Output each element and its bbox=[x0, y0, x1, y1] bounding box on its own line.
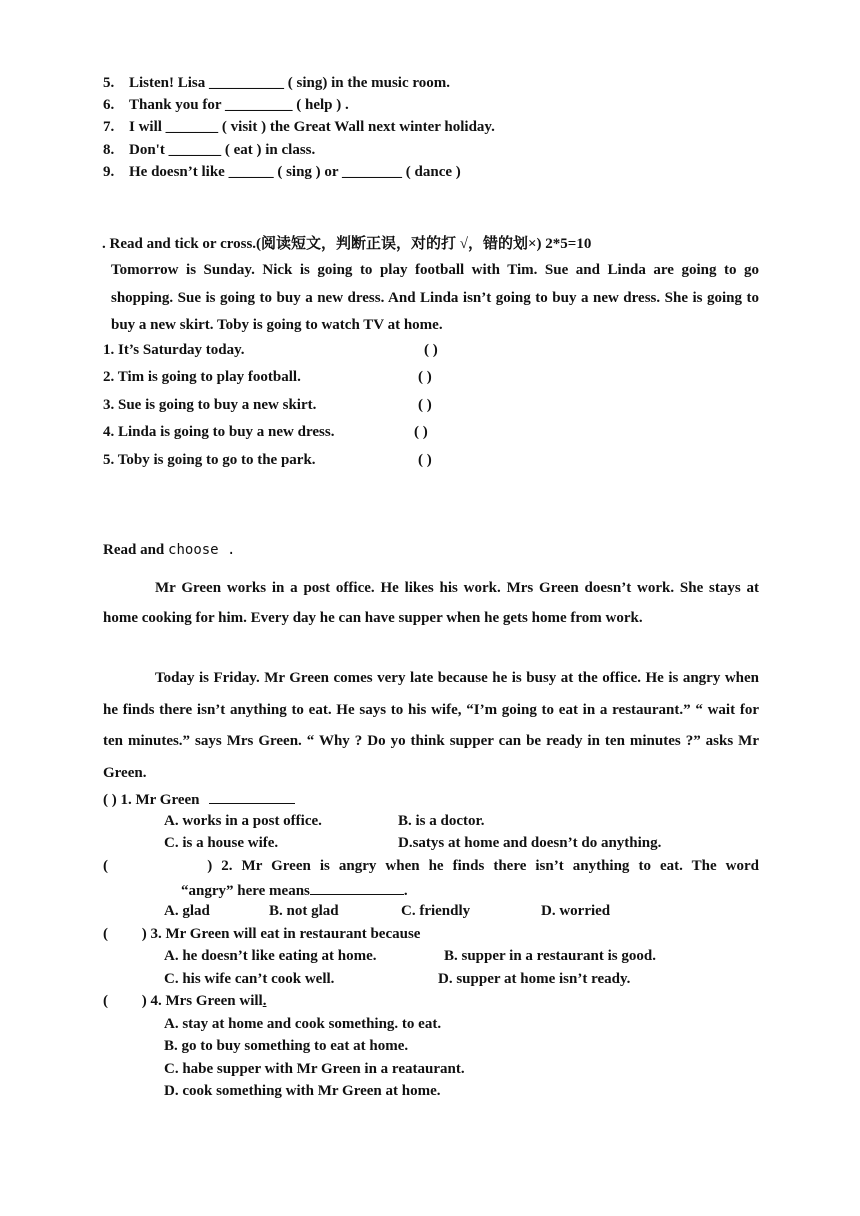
fill-in-line: He doesn’t like ______ ( sing ) or ________ ( dance ) bbox=[129, 164, 461, 180]
answer-bracket[interactable]: ( ) bbox=[414, 424, 428, 440]
option-d[interactable]: D.satys at home and doesn’t do anything. bbox=[398, 835, 662, 851]
option-b[interactable]: B. is a doctor. bbox=[398, 813, 485, 829]
option-b[interactable]: B. go to buy something to eat at home. bbox=[164, 1038, 409, 1054]
answer-blank bbox=[310, 880, 404, 895]
question-prompt-cont bbox=[181, 880, 408, 900]
passage-paragraph-1: Mr Green works in a post office. He likes his work. Mrs Green doesn’t work. She stays at home cooking for him. Every day he can have supper when he gets home from work. bbox=[103, 580, 759, 626]
answer-bracket[interactable]: ( ) bbox=[418, 397, 432, 413]
answer-blank bbox=[209, 789, 295, 804]
statement-text: 4. Linda is going to buy a new dress. bbox=[103, 424, 335, 440]
option-b[interactable]: B. not glad bbox=[269, 903, 339, 919]
option-a[interactable]: A. he doesn’t like eating at home. bbox=[164, 948, 377, 964]
answer-bracket[interactable]: ( ) bbox=[418, 452, 432, 468]
section-heading bbox=[103, 542, 235, 559]
option-a[interactable]: A. works in a post office. bbox=[164, 813, 322, 829]
question-text: ( ) 1. Mr Green bbox=[103, 792, 200, 808]
heading-bold-part: Read and bbox=[103, 542, 165, 558]
section-heading: . Read and tick or cross.(阅读短文，判断正误，对的打 √，错的划×) 2*5=10 bbox=[102, 236, 592, 252]
passage-paragraph-2: Today is Friday. Mr Green comes very late because he is busy at the office. He is angry when he finds there isn’t anything to eat. He says to his wife, “I’m going to eat in a restaurant.” “ wait for ten minutes.” says Mrs Green. “ Why ? Do yo think supper can be ready in ten minutes ?” asks Mr Green. bbox=[103, 670, 759, 781]
question-text: ( ) 4. Mrs Green will bbox=[103, 993, 263, 1009]
option-a[interactable]: A. stay at home and cook something. to eat. bbox=[164, 1016, 442, 1032]
option-a[interactable]: A. glad bbox=[164, 903, 210, 919]
question-prompt bbox=[103, 993, 266, 1010]
answer-bracket[interactable]: ( ) bbox=[424, 342, 438, 358]
item-number: 9. bbox=[103, 164, 115, 180]
option-c[interactable]: C. is a house wife. bbox=[164, 835, 279, 851]
question-text: “angry” here means bbox=[181, 883, 310, 899]
option-c[interactable]: C. his wife can’t cook well. bbox=[164, 971, 335, 987]
option-d[interactable]: D. cook something with Mr Green at home. bbox=[164, 1083, 441, 1099]
item-number: 8. bbox=[103, 142, 115, 158]
option-d[interactable]: D. worried bbox=[541, 903, 611, 919]
option-b[interactable]: B. supper in a restaurant is good. bbox=[444, 948, 656, 964]
option-c[interactable]: C. habe supper with Mr Green in a reataurant. bbox=[164, 1061, 465, 1077]
statement-text: 1. It’s Saturday today. bbox=[103, 342, 245, 358]
item-number: 7. bbox=[103, 119, 115, 135]
item-number: 6. bbox=[103, 97, 115, 113]
reading-passage: Tomorrow is Sunday. Nick is going to play football with Tim. Sue and Linda are going to go shopping. Sue is going to buy a new dress. And Linda isn’t going to buy a new dress. She is going to buy a new skirt. Toby is going to watch TV at home. bbox=[111, 262, 759, 333]
question-end: . bbox=[403, 883, 408, 899]
question-end: . bbox=[262, 993, 267, 1009]
heading-mono-part: choose . bbox=[168, 542, 236, 558]
statement-text: 2. Tim is going to play football. bbox=[103, 369, 301, 385]
answer-bracket[interactable]: ( ) bbox=[418, 369, 432, 385]
question-prompt bbox=[103, 789, 295, 809]
item-number: 5. bbox=[103, 75, 115, 91]
fill-in-line: Don't _______ ( eat ) in class. bbox=[129, 142, 316, 158]
statement-text: 5. Toby is going to go to the park. bbox=[103, 452, 316, 468]
fill-in-line: Listen! Lisa __________ ( sing) in the music room. bbox=[129, 75, 450, 91]
fill-in-line: I will _______ ( visit ) the Great Wall next winter holiday. bbox=[129, 119, 495, 135]
question-prompt: ( ) 2. Mr Green is angry when he finds there isn’t anything to eat. The word bbox=[103, 858, 759, 874]
option-d[interactable]: D. supper at home isn’t ready. bbox=[438, 971, 631, 987]
fill-in-line: Thank you for _________ ( help ) . bbox=[129, 97, 349, 113]
option-c[interactable]: C. friendly bbox=[401, 903, 471, 919]
statement-text: 3. Sue is going to buy a new skirt. bbox=[103, 397, 317, 413]
question-prompt: ( ) 3. Mr Green will eat in restaurant because bbox=[103, 926, 421, 942]
